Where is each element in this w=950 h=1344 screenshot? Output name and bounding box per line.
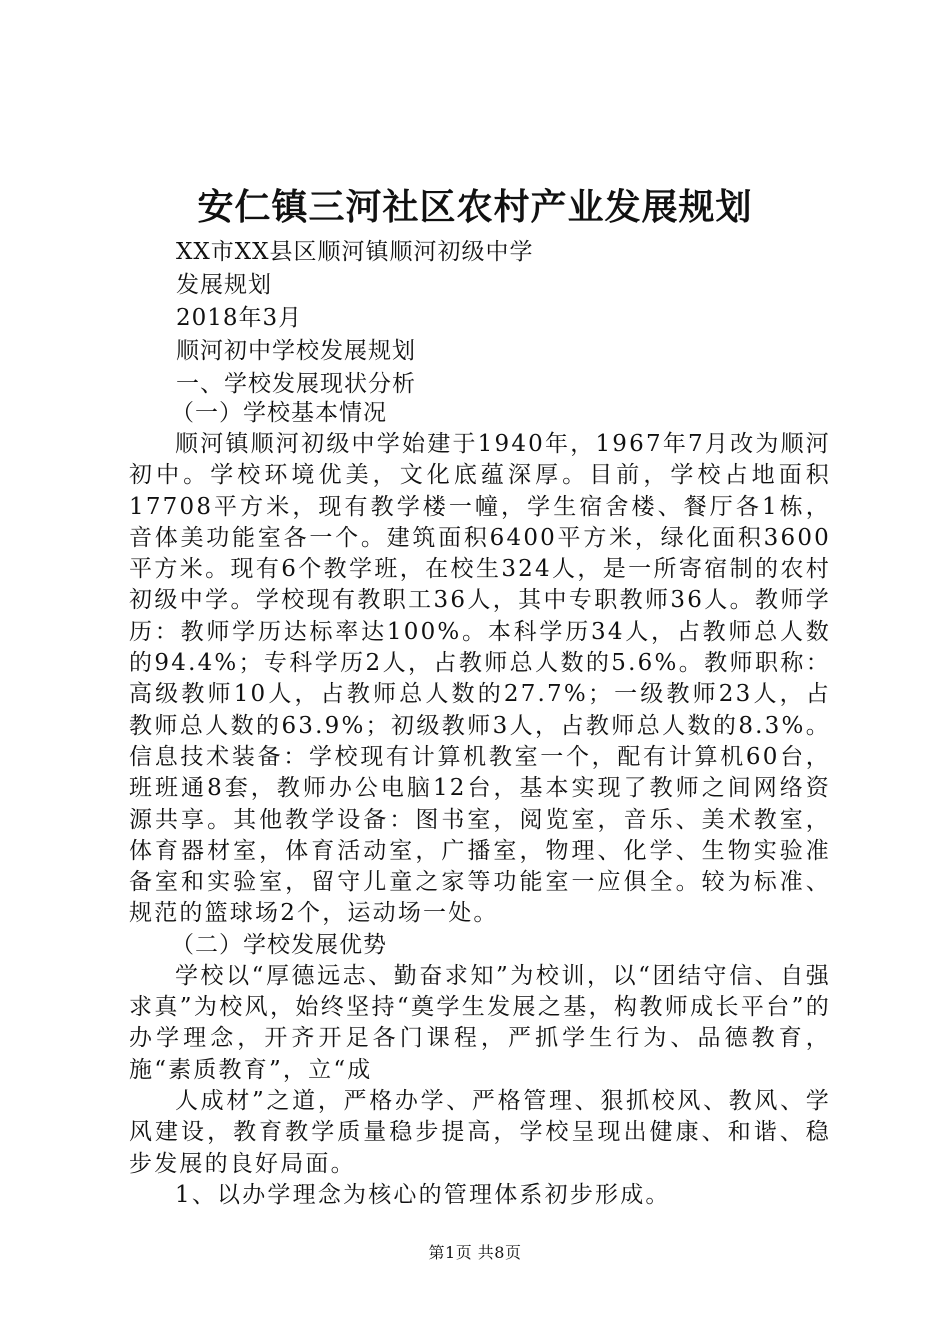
chapter-heading: 一、学校发展现状分析 [176, 371, 416, 397]
date-line: 2018年3月 [176, 305, 303, 331]
point-item-1: 1、以办学理念为核心的管理体系初步形成。 [175, 1181, 671, 1208]
paragraph-basic-info: 顺河镇顺河初级中学始建于1940年，1967年7月改为顺河初中。学校环境优美，文化底蕴深厚。目前，学校占地面积17708平方米，现有教学楼一幢，学生宿舍楼、餐厅各1栋，音体美功能室各一个。建筑面积6400平方米，绿化面积3600平方米。现有6个教学班，在校生324人，是一所寄宿制的农村初级中学。学校现有教职工36人，其中专职教师36人。教师学历：教师学历达标率达100%。本科学历34人，占教师总人数的94.4%；专科学历2人，占教师总人数的5.6%。教师职称：高级教师10人，占教师总人数的27.7%；一级教师23人，占教师总人数的63.9%；初级教师3人，占教师总人数的8.3%。信息技术装备：学校现有计算机教室一个，配有计算机60台，班班通8套，教师办公电脑12台，基本实现了教师之间网络资源共享。其他教学设备：图书室，阅览室，音乐、美术教室，体育器材室，体育活动室，广播室，物理、化学、生物实验准备室和实验室，留守儿童之家等功能室一应俱全。较为标准、规范的篮球场2个，运动场一处。 [129, 431, 831, 927]
school-name-line: XX市XX县区顺河镇顺河初级中学 [176, 239, 534, 265]
document-title: 安仁镇三河社区农村产业发展规划 [197, 186, 753, 228]
plan-title-line: 顺河初中学校发展规划 [176, 338, 416, 364]
document-body [129, 398, 831, 1211]
plan-label-line: 发展规划 [176, 272, 272, 298]
document-header-lines [176, 236, 836, 401]
section-heading-basic-info: （一）学校基本情况 [171, 400, 387, 426]
section-heading-advantages: （二）学校发展优势 [171, 931, 387, 958]
paragraph-advantages-part2: 人成材”之道，严格办学、严格管理、狠抓校风、教风、学风建设，教育教学质量稳步提高，学校呈现出健康、和谐、稳步发展的良好局面。 [129, 1087, 831, 1177]
page-footer: 第1页 共8页 [428, 1243, 522, 1262]
paragraph-advantages-part1: 学校以“厚德远志、勤奋求知”为校训，以“团结守信、自强求真”为校风，始终坚持“奠学生发展之基，构教师成长平台”的办学理念，开齐开足各门课程，严抓学生行为、品德教育，施“素质教育”，立“成 [129, 962, 831, 1083]
